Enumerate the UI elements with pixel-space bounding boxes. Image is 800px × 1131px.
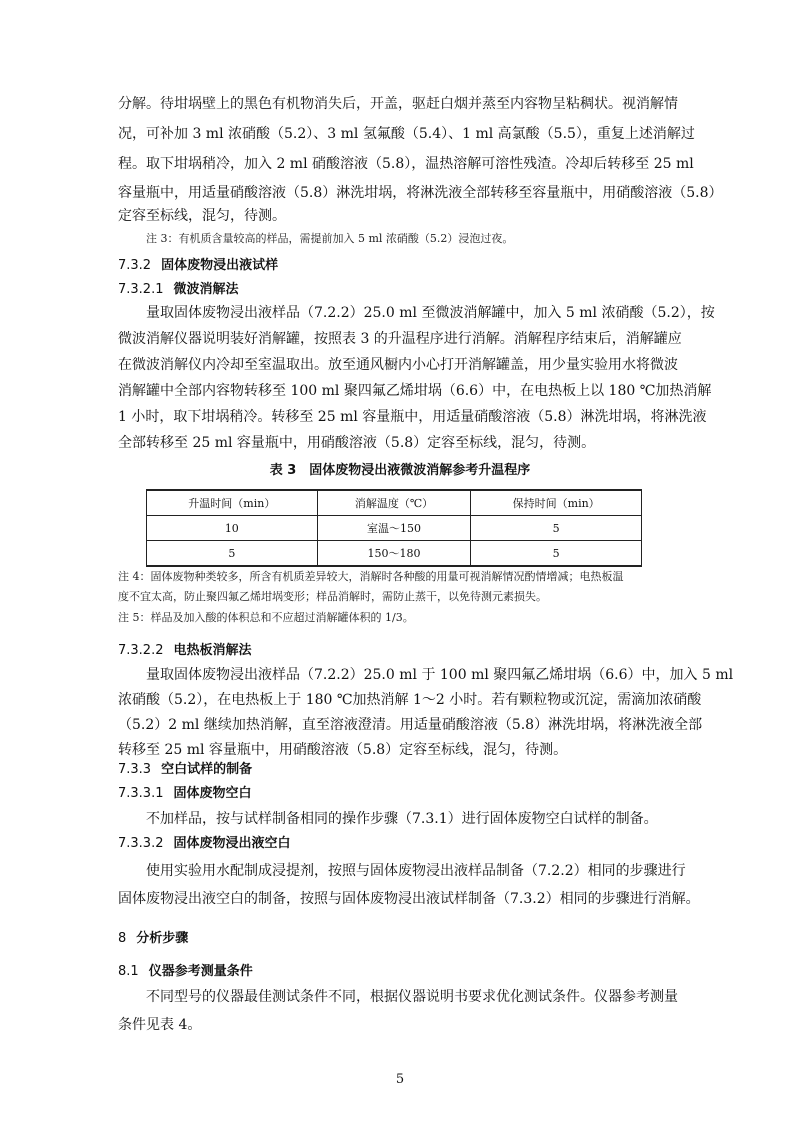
body-line: 微波消解仪器说明装好消解罐，按照表 3 的升温程序进行消解。消解程序结束后，消解罐应	[118, 331, 682, 347]
page-number: 5	[395, 1072, 405, 1087]
note-4-line: 度不宜太高，防止聚四氟乙烯坩埚变形；样品消解时，需防止蒸干，以免待测元素损失。	[118, 590, 547, 603]
table-cell: 室温～150	[317, 516, 471, 541]
table-cell: 5	[147, 541, 318, 567]
section-heading-7-3-3-2: 7.3.3.2 固体废物浸出液空白	[118, 836, 291, 851]
body-line: 量取固体废物浸出液样品（7.2.2）25.0 ml 于 100 ml 聚四氟乙烯坩埚（6.6）中，加入 5 ml	[146, 667, 734, 683]
table-header-cell: 保持时间（min）	[471, 490, 642, 516]
section-heading-8: 8 分析步骤	[118, 931, 189, 946]
table-cell: 5	[471, 541, 642, 567]
body-line: 定容至标线，混匀，待测。	[118, 208, 286, 224]
note-3: 注 3：有机质含量较高的样品，需提前加入 5 ml 浓硝酸（5.2）浸泡过夜。	[146, 232, 514, 245]
section-heading-7-3-2: 7.3.2 固体废物浸出液试样	[118, 258, 279, 273]
table-header-cell: 消解温度（℃）	[317, 490, 471, 516]
section-heading-7-3-3: 7.3.3 空白试样的制备	[118, 762, 253, 777]
section-heading-7-3-2-1: 7.3.2.1 微波消解法	[118, 282, 239, 297]
note-5: 注 5：样品及加入酸的体积总和不应超过消解罐体积的 1/3。	[118, 611, 414, 624]
body-line: 不加样品，按与试样制备相同的操作步骤（7.3.1）进行固体废物空白试样的制备。	[146, 811, 658, 827]
note-4-line: 注 4：固体废物种类较多，所含有机质差异较大，消解时各种酸的用量可视消解情况酌情增减；电热板温	[118, 570, 624, 583]
body-line: 程。取下坩埚稍冷，加入 2 ml 硝酸溶液（5.8），温热溶解可溶性残渣。冷却后转移至 25 ml	[118, 156, 694, 172]
table-caption: 表 3 固体废物浸出液微波消解参考升温程序	[269, 463, 531, 478]
table-header-cell: 升温时间（min）	[147, 490, 318, 516]
table-header-row	[147, 490, 642, 516]
body-line: 量取固体废物浸出液样品（7.2.2）25.0 ml 至微波消解罐中，加入 5 ml 浓硝酸（5.2），按	[146, 305, 715, 321]
table-cell: 10	[147, 516, 318, 541]
body-line: 1 小时，取下坩埚稍冷。转移至 25 ml 容量瓶中，用适量硝酸溶液（5.8）淋洗坩埚，将淋洗液	[118, 409, 707, 425]
table-3	[146, 489, 642, 567]
body-line: 在微波消解仪内冷却至室温取出。放至通风橱内小心打开消解罐盖，用少量实验用水将微波	[118, 357, 678, 373]
body-line: 条件见表 4。	[118, 1017, 202, 1033]
table-row	[147, 541, 642, 567]
body-line: 分解。待坩埚壁上的黑色有机物消失后，开盖，驱赶白烟并蒸至内容物呈粘稠状。视消解情	[118, 96, 678, 112]
table-cell: 5	[471, 516, 642, 541]
body-line: （5.2）2 ml 继续加热消解，直至溶液澄清。用适量硝酸溶液（5.8）淋洗坩埚，将淋洗液全部	[118, 717, 703, 733]
table-cell: 150～180	[317, 541, 471, 567]
body-line: 浓硝酸（5.2），在电热板上于 180 ℃加热消解 1～2 小时。若有颗粒物或沉淀，需滴加浓硝酸	[118, 692, 702, 708]
body-line: 全部转移至 25 ml 容量瓶中，用硝酸溶液（5.8）定容至标线，混匀，待测。	[118, 435, 596, 451]
body-line: 消解罐中全部内容物转移至 100 ml 聚四氟乙烯坩埚（6.6）中，在电热板上以 180 ℃加热消解	[118, 383, 712, 399]
table-row	[147, 516, 642, 541]
body-line: 况，可补加 3 ml 浓硝酸（5.2）、3 ml 氢氟酸（5.4）、1 ml 高氯酸（5.5），重复上述消解过	[118, 126, 695, 142]
section-heading-7-3-3-1: 7.3.3.1 固体废物空白	[118, 786, 252, 801]
body-line: 固体废物浸出液空白的制备，按照与固体废物浸出液试样制备（7.3.2）相同的步骤进行消解。	[118, 891, 700, 907]
section-heading-7-3-2-2: 7.3.2.2 电热板消解法	[118, 643, 252, 658]
body-line: 容量瓶中，用适量硝酸溶液（5.8）淋洗坩埚，将淋洗液全部转移至容量瓶中，用硝酸溶液（5.8）	[118, 185, 723, 201]
section-heading-8-1: 8.1 仪器参考测量条件	[118, 964, 253, 979]
body-line: 转移至 25 ml 容量瓶中，用硝酸溶液（5.8）定容至标线，混匀，待测。	[118, 742, 568, 758]
body-line: 使用实验用水配制成浸提剂，按照与固体废物浸出液样品制备（7.2.2）相同的步骤进行	[146, 863, 686, 879]
body-line: 不同型号的仪器最佳测试条件不同，根据仪器说明书要求优化测试条件。仪器参考测量	[146, 989, 678, 1005]
